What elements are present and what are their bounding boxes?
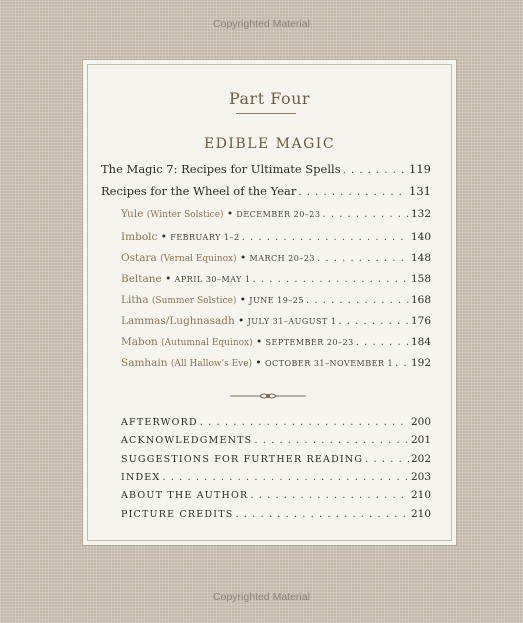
dot-leader: [395, 358, 409, 369]
part-title-rule: [236, 113, 296, 114]
toc-entry-page: 168: [410, 294, 431, 306]
toc-entry-page: 210: [410, 489, 431, 501]
toc-entry-beltane[interactable]: Beltane • APRIL 30–MAY 1 . . . 158: [121, 273, 431, 285]
toc-entry-index[interactable]: [121, 471, 431, 483]
toc-entry-label: Recipes for the Wheel of the Year: [101, 184, 297, 198]
sabbat-name: Samhain: [121, 357, 168, 369]
toc-entry-label: ACKNOWLEDGMENTS: [121, 435, 253, 446]
dot-leader: [343, 165, 407, 176]
sabbat-subtitle: (Vernal Equinox): [160, 254, 237, 264]
toc-entry-page: 176: [410, 315, 431, 327]
sabbat-name: Ostara: [121, 252, 157, 264]
toc-entry-page: 131: [409, 184, 431, 198]
toc-entry-page: 203: [410, 471, 431, 483]
dot-leader: [254, 435, 409, 446]
dot-leader: [250, 490, 409, 501]
sabbat-name: Beltane: [121, 273, 162, 285]
copyright-watermark-bottom: Copyrighted Material: [213, 591, 310, 603]
dot-leader: [365, 454, 409, 465]
sabbat-subtitle: (Autumnal Equinox): [161, 338, 253, 348]
toc-entry-samhain[interactable]: Samhain (All Hallow's Eve) • OCTOBER 31–NOVEMBER 1 . . . 192: [121, 357, 431, 369]
toc-entry-further-reading[interactable]: [121, 453, 431, 465]
dot-leader: [242, 232, 409, 243]
sabbat-name: Litha: [121, 294, 149, 306]
dot-leader: [200, 417, 409, 428]
toc-entry-page: 201: [410, 434, 431, 446]
toc-entry-page: 148: [410, 252, 431, 264]
toc-entry-picture-credits[interactable]: [121, 508, 431, 520]
toc-entry-label: PICTURE CREDITS: [121, 509, 234, 520]
sabbat-name: Mabon: [121, 336, 158, 348]
toc-entry-page: 132: [410, 208, 431, 220]
sabbat-subtitle: (Winter Solstice): [146, 210, 224, 220]
toc-entry-page: 200: [410, 416, 431, 428]
toc-entry-page: 210: [410, 508, 431, 520]
sabbat-date: FEBRUARY 1–2: [170, 233, 240, 242]
toc-entry-afterword[interactable]: [121, 416, 431, 428]
toc-entry-mabon[interactable]: Mabon (Autumnal Equinox) • SEPTEMBER 20–23 . . . 184: [121, 336, 431, 348]
sabbat-date: JUNE 19–25: [249, 296, 304, 305]
toc-entry-page: 119: [409, 162, 431, 176]
toc-entry-label: SUGGESTIONS FOR FURTHER READING: [121, 454, 364, 465]
toc-entry-label: The Magic 7: Recipes for Ultimate Spells: [101, 162, 341, 176]
dot-leader: [322, 209, 408, 220]
dot-leader: [162, 472, 409, 483]
toc-entry-about-author[interactable]: [121, 489, 431, 501]
part-title: Part Four: [228, 89, 311, 108]
sabbat-subtitle: (All Hallow's Eve): [170, 359, 253, 369]
dot-leader: [253, 274, 409, 285]
toc-entry-label: INDEX: [121, 472, 161, 483]
copyright-watermark-top: Copyrighted Material: [213, 18, 310, 30]
dot-leader: [356, 337, 409, 348]
dot-leader: [338, 316, 409, 327]
toc-entry-label: AFTERWORD: [121, 417, 198, 428]
toc-entry-lammas[interactable]: Lammas/Lughnasadh • JULY 31–AUGUST 1 . . . 176: [121, 315, 431, 327]
toc-entry-page: 140: [410, 231, 431, 243]
toc-entry-wheel-of-year[interactable]: [101, 184, 431, 198]
toc-entry-yule[interactable]: Yule (Winter Solstice) • DECEMBER 20–23 . . . 132: [121, 208, 431, 220]
sabbat-date: JULY 31–AUGUST 1: [247, 317, 337, 326]
toc-entry-page: 202: [410, 453, 431, 465]
sabbat-name: Imbolc: [121, 231, 158, 243]
toc-entry-imbolc[interactable]: Imbolc • FEBRUARY 1–2 . . . 140: [121, 231, 431, 243]
toc-entry-page: 158: [410, 273, 431, 285]
toc-entry-page: 184: [410, 336, 431, 348]
toc-entry-litha[interactable]: Litha (Summer Solstice) • JUNE 19–25 . . . 168: [121, 294, 431, 306]
dot-leader: [235, 509, 409, 520]
section-title: EDIBLE MAGIC: [203, 136, 336, 152]
sabbat-date: APRIL 30–MAY 1: [174, 275, 251, 284]
toc-entry-ostara[interactable]: Ostara (Vernal Equinox) • MARCH 20–23 . . . 148: [121, 252, 431, 264]
dot-leader: [298, 187, 407, 198]
sabbat-subtitle: (Summer Solstice): [151, 296, 237, 306]
sabbat-date: MARCH 20–23: [249, 254, 316, 263]
toc-entry-page: 192: [410, 357, 431, 369]
sabbat-date: SEPTEMBER 20–23: [265, 338, 354, 347]
ornament-divider: [228, 390, 308, 402]
dot-leader: [317, 253, 409, 264]
toc-entry-label: ABOUT THE AUTHOR: [121, 490, 249, 501]
sabbat-name: Lammas/Lughnasadh: [121, 315, 235, 327]
sabbat-name: Yule: [121, 208, 144, 220]
toc-panel: [82, 59, 457, 546]
sabbat-date: DECEMBER 20–23: [236, 210, 321, 219]
sabbat-date: OCTOBER 31–NOVEMBER 1: [264, 359, 394, 368]
toc-entry-acknowledgments[interactable]: [121, 434, 431, 446]
toc-entry-magic-7[interactable]: [101, 162, 431, 176]
dot-leader: [306, 295, 409, 306]
